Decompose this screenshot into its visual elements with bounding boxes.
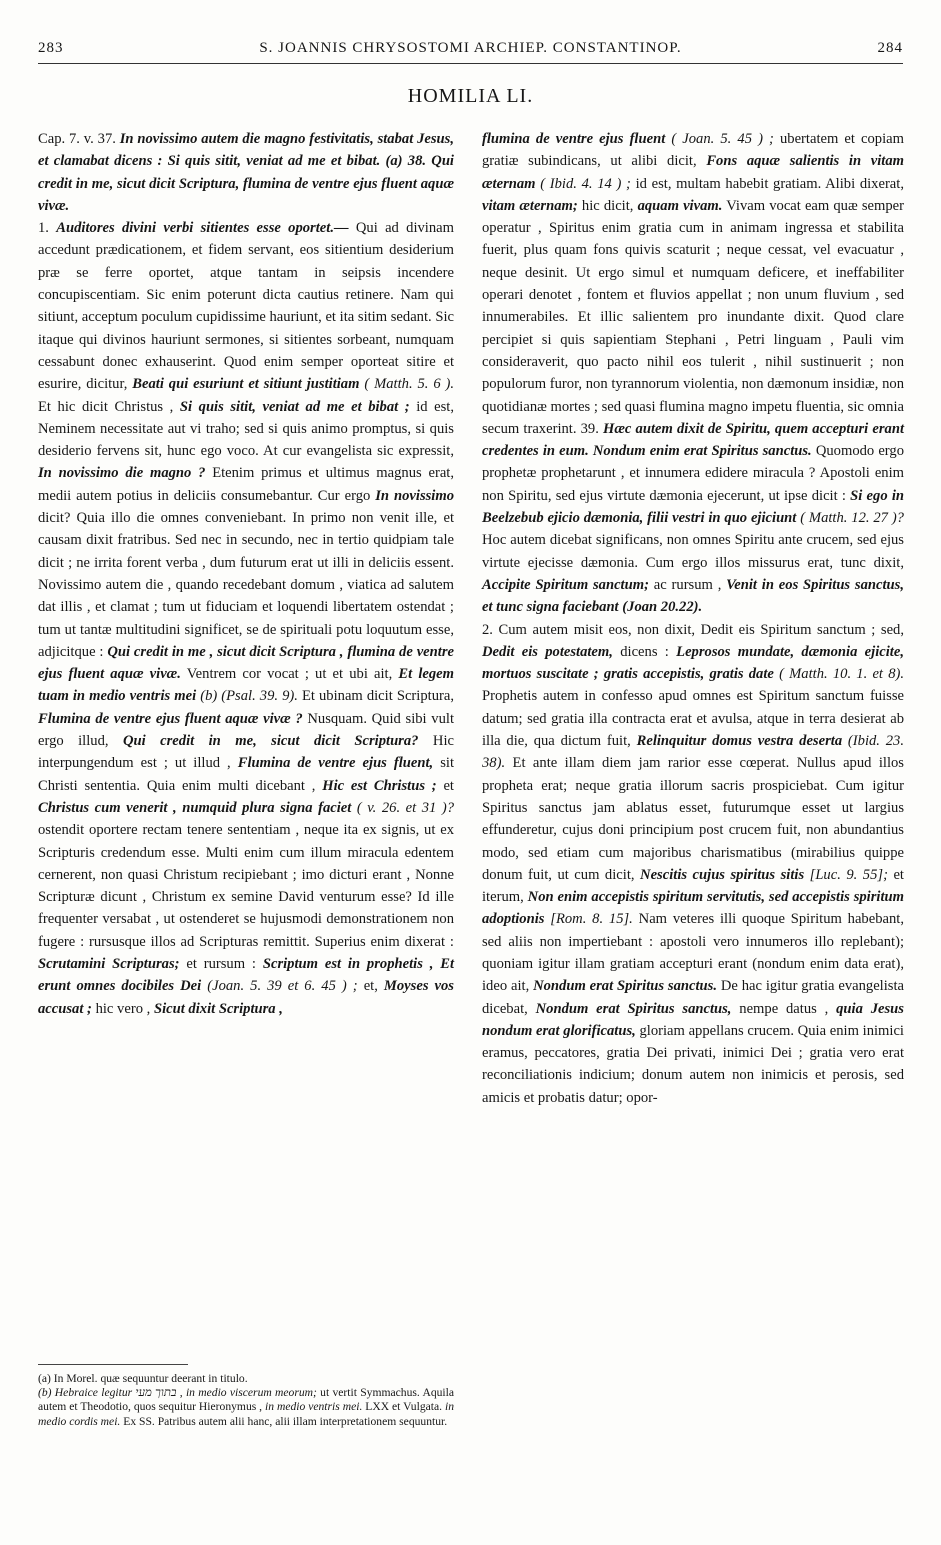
text-run: hic dicit, bbox=[581, 197, 634, 214]
text-run: De hac igitur gratia evangelista dicebat, bbox=[482, 978, 904, 1017]
scripture-quote: Dedit eis potestatem, bbox=[482, 643, 613, 660]
text-run: sit Christi sententia. Quia enim multi dicebant , bbox=[38, 755, 455, 794]
paragraph-heading: Auditores divini verbi sitientes esse oportet.— bbox=[56, 220, 349, 237]
right-column bbox=[482, 128, 904, 1109]
header-rule bbox=[38, 63, 903, 64]
scripture-quote: Et legem tuam in medio ventris mei bbox=[38, 666, 454, 705]
scripture-quote: Hic est Christus ; bbox=[322, 777, 437, 794]
text-run: Nusquam. Quid sibi vult ergo illud, bbox=[38, 710, 454, 750]
scripture-quote: Scriptum est in prophetis , Et erunt omnes docibiles Dei bbox=[38, 955, 455, 995]
scripture-quote: Nondum erat Spiritus sanctus. bbox=[533, 978, 717, 995]
scripture-quote: Fons aquæ salientis in vitam æternam bbox=[482, 153, 904, 192]
left-column bbox=[38, 128, 454, 1020]
text-run: et, bbox=[363, 978, 378, 995]
footnote-text: in medio cordis mei. bbox=[38, 1400, 454, 1428]
scripture-quote: Christus cum venerit , numquid plura signa faciet bbox=[38, 799, 352, 816]
scripture-quote: Flumina de ventre ejus fluent, bbox=[237, 755, 434, 772]
text-run: Qui ad divinam accedunt prædicationem, et fidem servant, eos sitientium desiderium præ se ferre oportet, atque tantam in seipsis incendere concupiscentiam. Sic enim poterunt dicta cautius retinere. Nam qui sitiunt, acceptum poculum cupidissime hauriunt, et ita sitim sedant. Sic itaque qui divinos hauriunt sermones, si sitientes sorbeant, numquam cessabunt donec exhauserint. Quod enim semper oporteat sitire et esurire, dicitur, bbox=[38, 220, 454, 393]
running-title: S. JOANNIS CHRYSOSTOMI ARCHIEP. CONSTANTINOP. bbox=[259, 39, 682, 56]
text-run: Ventrem cor vocat ; ut et ubi ait, bbox=[186, 666, 393, 683]
paragraph-2 bbox=[482, 619, 904, 1110]
text-run: et rursum : bbox=[186, 955, 256, 972]
scripture-quote: Si quis sitit, veniat ad me et bibat ; bbox=[179, 398, 410, 415]
text-run: Et ubinam dicit Scriptura, bbox=[301, 688, 454, 705]
text-run: Nam veteres illi quoque Spiritum habebant, sed aliis non impertiebant : apostoli vero innumeros illo replebant); quoniam igitur illam gratiam accepturi erant (nondum enim data erat), ideo ait, bbox=[482, 911, 904, 995]
text-run: Vivam vocat eam quæ semper operatur , Spiritus enim gratia cum in animam ingressa et stabilita fuerit, plus quam fons quivis scaturit ; neque cessat, vel evacuatur , neque desinit. Ut ergo simul et numquam deficere, et ineffabiliter operari denotet , fontem et fluvios appellat ; non unum fluvium , sed innumerabiles. Et illic salientem pro inundante dixit. Quod clare percipiet si quis sapientiam Stephani , Petri linguam , Pauli vim consideraverit, quo pacto nihil eos tulerit , nihil sustinuerit ; non populorum furor, non tyrannorum violentia, non dæmonum insidiæ, non quotidianæ mortes ; sed quasi flumina magno impetu fluentia, sic omnia secum traxerint. 39. bbox=[482, 197, 904, 437]
paragraph-number: 2. bbox=[482, 621, 493, 638]
scripture-quote: Relinquitur domus vestra deserta bbox=[636, 733, 843, 750]
scripture-quote: In novissimo bbox=[375, 487, 455, 504]
homily-title: HOMILIA LI. bbox=[407, 85, 534, 107]
scripture-quote: Sicut dixit Scriptura , bbox=[153, 1000, 283, 1017]
scripture-quote: Qui credit in me , sicut dicit Scriptura , flumina de ventre ejus fluent aquæ vivæ. bbox=[38, 643, 454, 683]
text-run: id est, Neminem necessitate aut vi traho; sed si quis animo promptus, si quis desiderio fervens sit, hunc ego voco. At cur evangelista sic expressit, bbox=[38, 398, 454, 460]
scripture-quote: Venit in eos Spiritus sanctus, et tunc signa faciebant bbox=[482, 576, 904, 616]
scripture-quote: Beati qui esuriunt et sitiunt justitiam bbox=[132, 376, 360, 393]
scripture-reference: (Joan 20.22). bbox=[622, 599, 703, 616]
scripture-reference: ( v. 26. et 31 )? bbox=[356, 799, 454, 816]
footnote-rule bbox=[38, 1364, 188, 1365]
text-run: dicit? Quia illo die omnes conveniebant. In primo non venit ille, et causam dixit fratribus. Sed nec in secundo, nec in tertio quidpiam tale dicit ; ne irrita forent verba , dum futurum erat ut illi in deliciis essent. Novissimo autem die , quando recedebant domum , viatica ad salutem dat illis , et clamat ; tum ut fiduciam et loquendi libertatem ostendat ; tum ut tantæ multitudini significet, se de spirituali potu loquutum esse, adjicitque : bbox=[38, 510, 454, 660]
text-run: ostendit oportere rectam tenere sententiam , neque ita ex signis, ut ex Scripturis credendum esse. Multi enim cum illum miracula edentem cernerent, non quasi Christum recipiebant ; imo dicturi erant , Nonne Scripturæ dicunt , Christum ex semine David venturum esse? Id ille frequenter versabat , ut ostenderet se hujusmodi demonstrationem non fugere : rursusque illos ad Scripturas remittit. Superius enim dixerat : bbox=[38, 822, 454, 950]
scripture-reference: (b) (Psal. 39. 9). bbox=[200, 688, 298, 705]
text-run: Etenim primus et ultimus magnus erat, medii autem potius in deliciis consumebantur. Cur ergo bbox=[38, 465, 454, 504]
scripture-quote: Hæc autem dixit de Spiritu, quem accepturi erant credentes in eum. Nondum enim erat Spiritus sanctus. bbox=[482, 420, 904, 460]
incipit-text: In novissimo autem die magno festivitatis, stabat Jesus, et clamabat dicens : Si quis sitit, veniat ad me et bibat. (a) 38. Qui credit in me, sicut dicit Scriptura, flumina de ventre ejus fluent aquæ vivæ. bbox=[38, 131, 454, 214]
scripture-quote: Leprosos mundate, dæmonia ejicite, mortuos suscitate ; gratis accepistis, gratis date bbox=[482, 643, 904, 683]
text-run: id est, multam habebit gratiam. Alibi dixerat, bbox=[635, 175, 904, 192]
footnote-a: (a) In Morel. quæ sequuntur deerant in titulo. bbox=[38, 1372, 248, 1385]
scripture-quote: Accipite Spiritum sanctum; bbox=[482, 576, 649, 593]
page-number-left: 283 bbox=[38, 39, 64, 56]
incipit-reference: Cap. 7. v. 37. bbox=[38, 131, 116, 147]
text-run: Prophetis autem in confesso apud omnes est Spiritum sanctum fuisse datum; sed gratia illa contracta erat et avulsa, atque in terra desierat ab illa die, qua dictum fuit, bbox=[482, 688, 904, 750]
scripture-reference: ( Matth. 10. 1. et 8). bbox=[779, 666, 904, 683]
text-run: dicens : bbox=[620, 643, 669, 660]
scripture-reference: ( Matth. 5. 6 ). bbox=[364, 376, 454, 393]
footnote-text: in medio ventris mei. bbox=[265, 1400, 363, 1414]
paragraph-1 bbox=[38, 217, 454, 1020]
page-number-right: 284 bbox=[877, 39, 903, 56]
text-run: nempe datus , bbox=[739, 1000, 829, 1017]
scripture-quote: quia Jesus nondum erat glorificatus, bbox=[482, 1000, 904, 1039]
text-run: gloriam appellans crucem. Quia enim inimici eramus, peccatores, gratia Dei privati, inimici Dei ; gratia vero erat reconciliationis indicium; donum autem non inimicis et perosis, sed amicis et probatis datur; opor- bbox=[482, 1022, 904, 1106]
footnote-text: (b) Hebraice legitur בתוך מעי , in medio viscerum meorum; bbox=[38, 1386, 317, 1400]
scripture-quote: Scrutamini Scripturas; bbox=[38, 955, 180, 972]
text-run: ac rursum , bbox=[653, 576, 722, 593]
scripture-quote: Nondum erat Spiritus sanctus, bbox=[535, 1000, 732, 1017]
text-run: et iterum, bbox=[482, 866, 904, 906]
scripture-quote: vitam æternam; bbox=[482, 197, 578, 214]
scripture-quote: Qui credit in me, sicut dicit Scriptura? bbox=[122, 733, 419, 750]
text-run: et bbox=[443, 777, 454, 794]
scripture-reference: ( Ibid. 4. 14 ) ; bbox=[540, 175, 631, 192]
footnote-text: Ex SS. Patribus autem alii hanc, alii illam interpretationem sequuntur. bbox=[123, 1414, 448, 1428]
footnotes bbox=[38, 1372, 454, 1429]
footnote-text: ut vertit Symmachus. Aquila autem et Theodotio, quos sequitur Hieronymus , bbox=[38, 1386, 454, 1414]
footnote-text: LXX et Vulgata. bbox=[365, 1400, 443, 1414]
text-run: Cum autem misit eos, non dixit, Dedit eis Spiritum sanctum ; sed, bbox=[498, 621, 904, 638]
scripture-reference: [Luc. 9. 55]; bbox=[809, 866, 888, 883]
text-run: hic vero , bbox=[95, 1000, 151, 1017]
text-run: Et hic dicit Christus , bbox=[38, 398, 174, 415]
scripture-quote: flumina de ventre ejus fluent bbox=[482, 131, 666, 147]
scripture-reference: (Ibid. 23. 38). bbox=[482, 733, 904, 772]
running-head bbox=[38, 36, 903, 60]
scripture-quote: aquam vivam. bbox=[637, 197, 723, 214]
text-run: ubertatem et copiam gratiæ subindicans, ut alibi dicit, bbox=[482, 131, 904, 170]
scripture-reference: ( Matth. 12. 27 )? bbox=[800, 510, 904, 527]
text-run: Hic interpungendum est ; ut illud , bbox=[38, 733, 454, 772]
text-run: Hoc autem dicebat significans, non omnes Spiritu ante crucem, sed ejus virtute ejecisse dæmonia. Cum ergo illos missurus erat, tunc dixit, bbox=[482, 532, 904, 571]
scripture-quote: Moyses vos accusat ; bbox=[38, 978, 454, 1017]
paragraph-number: 1. bbox=[38, 220, 49, 237]
text-run: Quomodo ergo prophetæ prophetarunt , et innumera edidere miracula ? Apostoli enim non Spiritu, sed ejus virtute dæmonia ejecerunt, ut ipse dicit : bbox=[482, 443, 904, 504]
scripture-quote: Flumina de ventre ejus fluent aquæ vivæ ? bbox=[38, 710, 303, 727]
incipit bbox=[38, 128, 454, 217]
scripture-quote: Nescitis cujus spiritus sitis bbox=[640, 866, 805, 883]
scripture-reference: (Joan. 5. 39 et 6. 45 ) ; bbox=[207, 978, 358, 995]
paragraph-1-continued bbox=[482, 128, 904, 619]
scripture-quote: Non enim accepistis spiritum servitutis, sed accepistis spiritum adoptionis bbox=[482, 889, 904, 928]
scripture-reference: [Rom. 8. 15]. bbox=[550, 911, 633, 928]
scripture-reference: ( Joan. 5. 45 ) ; bbox=[671, 131, 774, 147]
scripture-quote: Si ego in Beelzebub ejicio dæmonia, filii vestri in quo ejiciunt bbox=[482, 487, 904, 527]
footnote-b bbox=[38, 1386, 454, 1429]
scripture-quote: In novissimo die magno ? bbox=[38, 465, 206, 482]
text-run: Et ante illam diem jam rarior esse cœperat. Nullus apud illos propheta erat; neque gratia illorum sacris prospiciebat. Cum igitur Spiritus sanctus jam ablatus esset, futurumque esset ut largius effunderetur, cujus doni principium post crucem fuit, non abundantius modo, sed etiam cum majoribus charismatibus (mirabilius quippe donum fuit, ut cum dicit, bbox=[482, 755, 904, 883]
